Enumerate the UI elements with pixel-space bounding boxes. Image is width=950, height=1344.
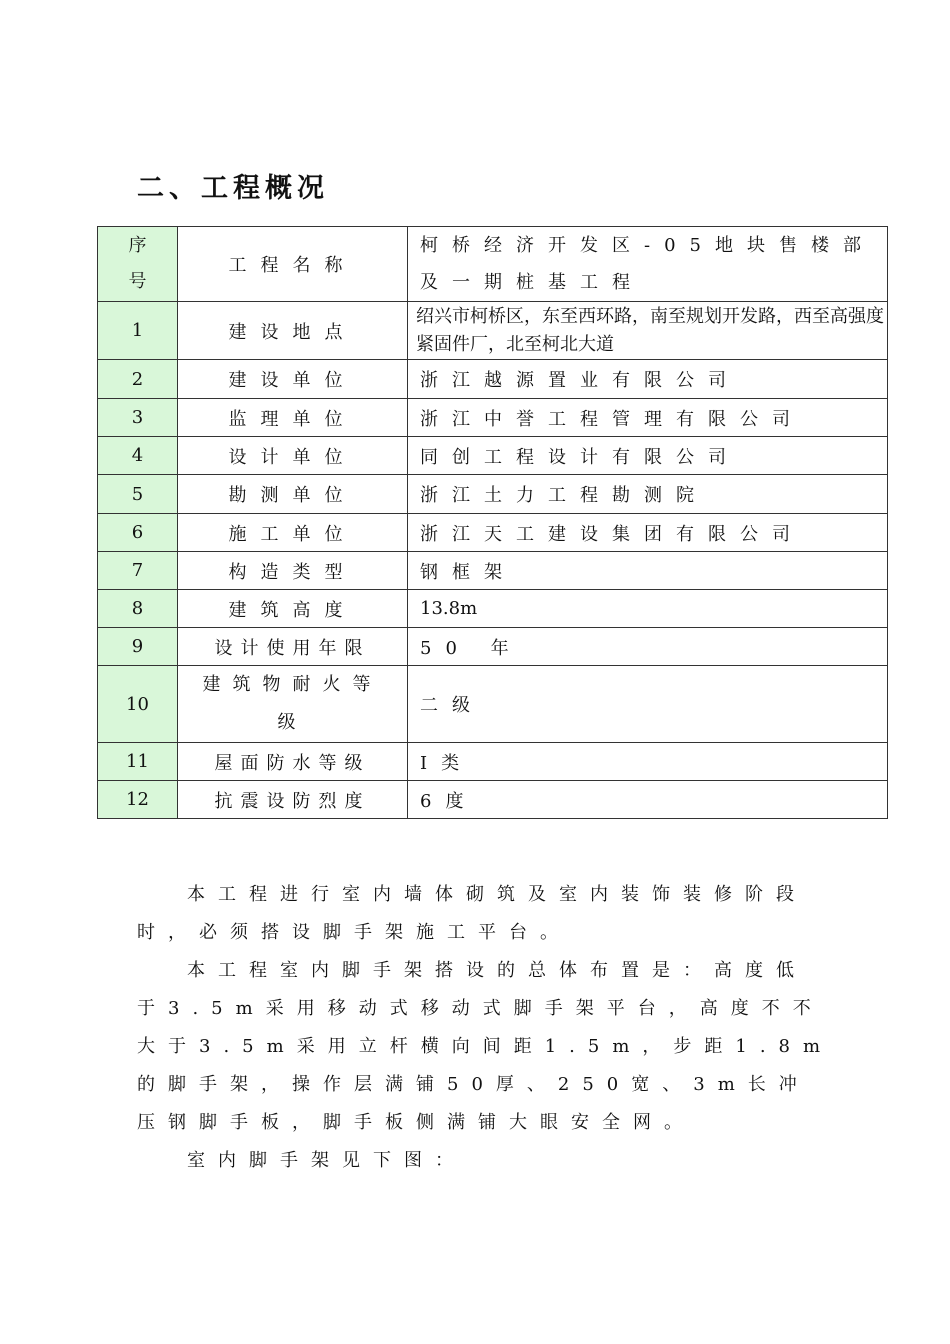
header-num-cell: [98, 227, 178, 302]
table-row: [98, 399, 888, 437]
header-label: 工程名称: [178, 227, 408, 302]
row-value: 浙江越源置业有限公司: [408, 360, 888, 399]
row-label: 构造类型: [178, 552, 408, 590]
table-row: [98, 227, 888, 302]
row-value: 6度: [408, 781, 888, 819]
row-num: 11: [98, 743, 178, 781]
row-value: 浙江土力工程勘测院: [408, 475, 888, 514]
table-row: [98, 475, 888, 514]
table-row: [98, 781, 888, 819]
row-label-text: 建筑物耐火等级: [202, 674, 383, 733]
row-label: 施工单位: [178, 514, 408, 552]
row-label: 设计使用年限: [178, 628, 408, 666]
table-row: [98, 628, 888, 666]
row-label: 建筑高度: [178, 590, 408, 628]
row-value: 绍兴市柯桥区，东至西环路，南至规划开发路，西至高强度紧固件厂，北至柯北大道: [408, 302, 888, 360]
row-value: 浙江中誉工程管理有限公司: [408, 399, 888, 437]
row-value: 二级: [408, 666, 888, 743]
row-label: [178, 666, 408, 743]
row-label: 屋面防水等级: [178, 743, 408, 781]
row-value: 50 年: [408, 628, 888, 666]
project-name-line1: 柯桥经济开发区-05地块售楼部: [420, 235, 875, 256]
header-num-a: 序: [128, 235, 147, 256]
row-value: Ⅰ类: [408, 743, 888, 781]
row-value: 钢框架: [408, 552, 888, 590]
table-row: [98, 590, 888, 628]
table-row: [98, 514, 888, 552]
header-num-b: 号: [128, 271, 147, 292]
table-row: [98, 302, 888, 360]
row-label: 建设地点: [178, 302, 408, 360]
table-row: [98, 552, 888, 590]
row-num: 4: [98, 437, 178, 475]
row-value: 浙江天工建设集团有限公司: [408, 514, 888, 552]
body-text: [137, 876, 837, 1180]
project-overview-table: [97, 226, 888, 819]
row-num: 10: [98, 666, 178, 743]
row-value: 13.8m: [408, 590, 888, 628]
row-value: 同创工程设计有限公司: [408, 437, 888, 475]
table-row: [98, 360, 888, 399]
row-label: 勘测单位: [178, 475, 408, 514]
row-num: 5: [98, 475, 178, 514]
row-label: 建设单位: [178, 360, 408, 399]
row-num: 1: [98, 302, 178, 360]
row-num: 9: [98, 628, 178, 666]
row-num: 6: [98, 514, 178, 552]
header-value: [408, 227, 888, 302]
table-row: [98, 743, 888, 781]
paragraph-3: 室内脚手架见下图：: [187, 1150, 466, 1171]
row-num: 3: [98, 399, 178, 437]
row-label: 监理单位: [178, 399, 408, 437]
row-num: 2: [98, 360, 178, 399]
table-row: [98, 437, 888, 475]
paragraph-1: 本工程进行室内墙体砌筑及室内装饰装修阶段时，必须搭设脚手架施工平台。: [137, 884, 807, 943]
row-label: 抗震设防烈度: [178, 781, 408, 819]
row-num: 7: [98, 552, 178, 590]
project-name-line2: 及一期桩基工程: [420, 272, 644, 293]
section-title: 二、工程概况: [137, 173, 329, 204]
row-num: 8: [98, 590, 178, 628]
table-row: [98, 666, 888, 743]
paragraph-2: 本工程室内脚手架搭设的总体布置是：高度低于3.5m采用移动式移动式脚手架平台，高度不不大于3.5m采用立杆横向间距1.5m，步距1.8m的脚手架，操作层满铺50厚、250宽、3m长冲压钢脚手板，脚手板侧满铺大眼安全网。: [137, 960, 834, 1133]
row-num: 12: [98, 781, 178, 819]
row-label: 设计单位: [178, 437, 408, 475]
